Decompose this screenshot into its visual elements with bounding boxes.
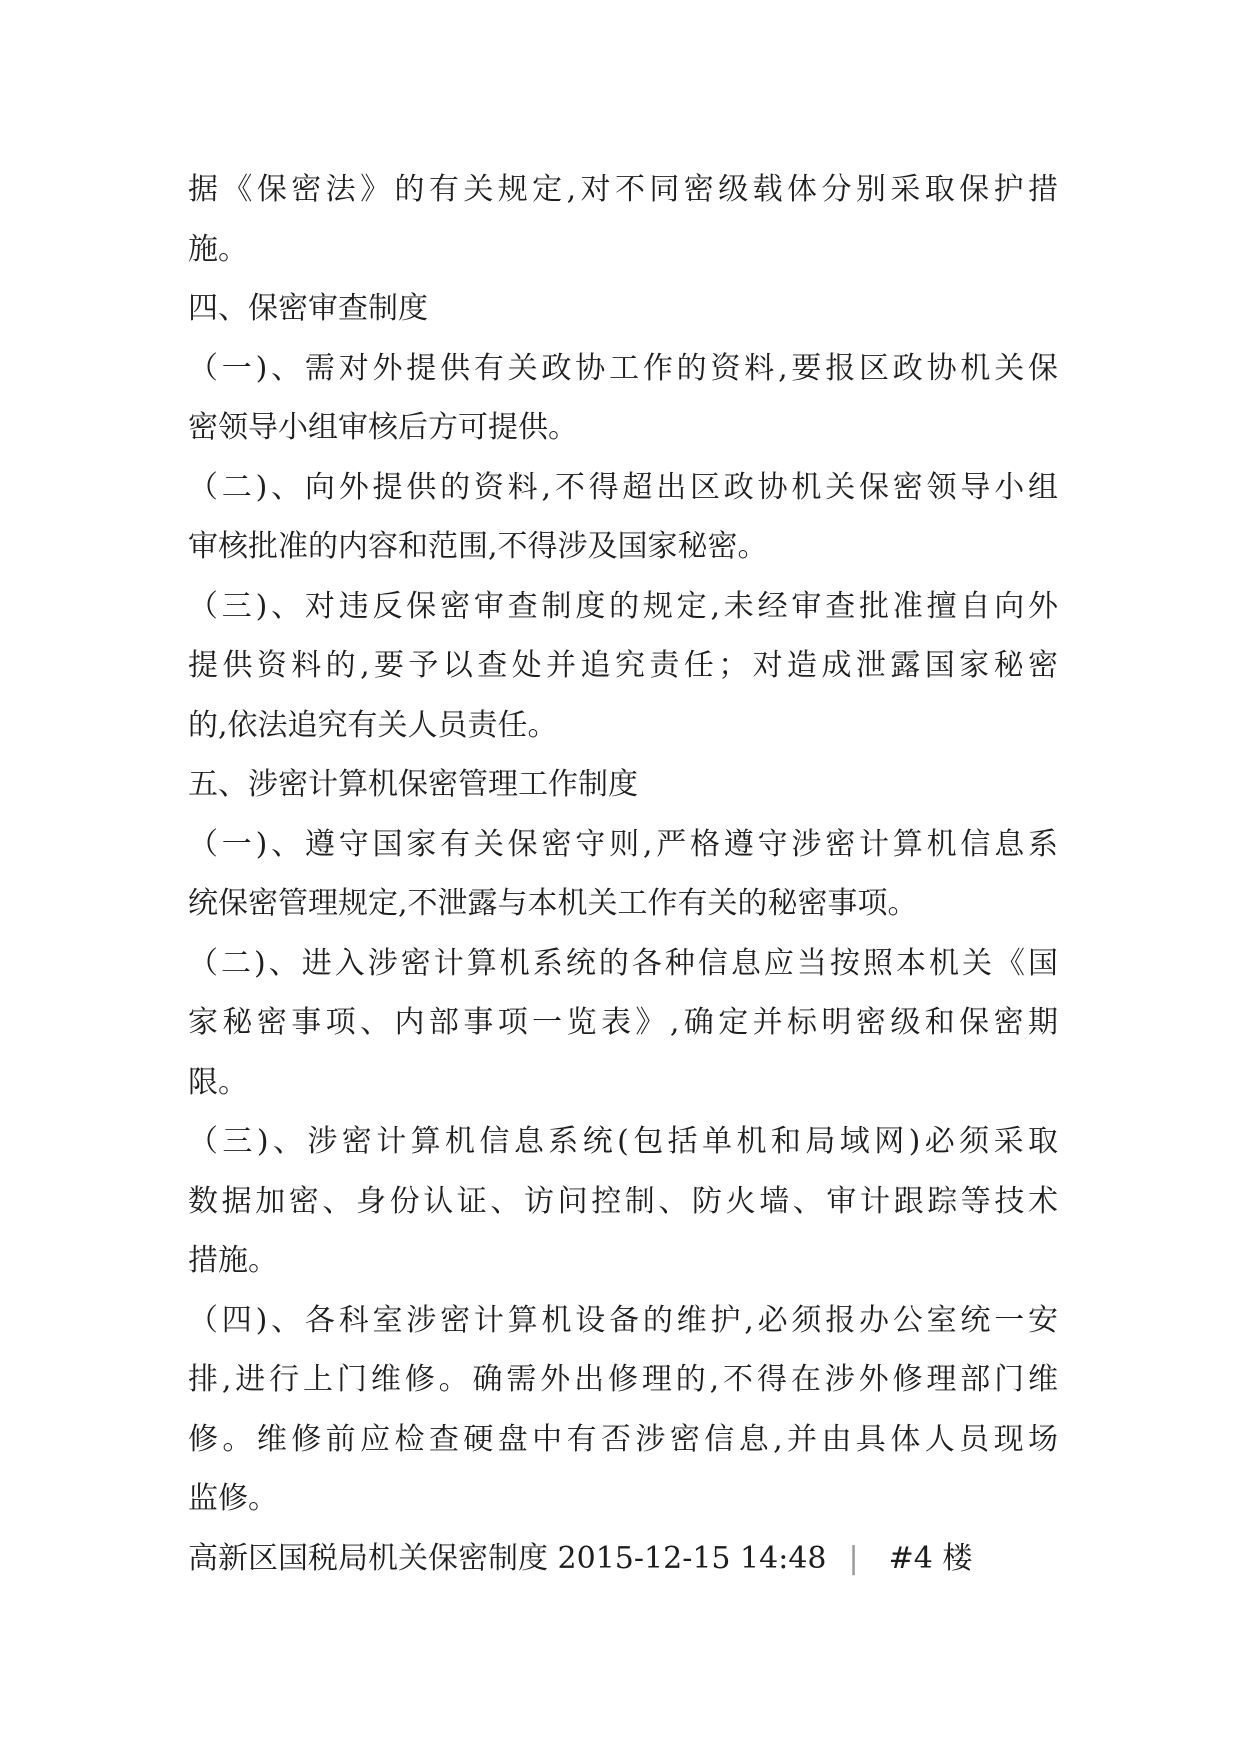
body-line: （三)、对违反保密审查制度的规定,未经审查批准擅自向外 <box>188 588 1058 624</box>
body-line: （二)、向外提供的资料,不得超出区政协机关保密领导小组 <box>188 469 1058 505</box>
body-line: （二)、进入涉密计算机系统的各种信息应当按照本机关《国 <box>188 945 1058 981</box>
body-line: 统保密管理规定,不泄露与本机关工作有关的秘密事项。 <box>188 886 918 921</box>
footer-separator: | <box>848 1540 859 1576</box>
body-line: 据《保密法》的有关规定,对不同密级载体分别采取保护措 <box>188 172 1058 207</box>
body-line: 密领导小组审核后方可提供。 <box>188 410 578 445</box>
body-line: （一)、需对外提供有关政协工作的资料,要报区政协机关保 <box>188 350 1058 386</box>
body-line: 的,依法追究有关人员责任。 <box>188 707 558 743</box>
body-line: 提供资料的,要予以查处并追究责任；对造成泄露国家秘密 <box>188 648 1058 683</box>
body-line: 措施。 <box>188 1243 278 1278</box>
section-heading: 五、涉密计算机保密管理工作制度 <box>188 767 638 802</box>
body-line: 修。维修前应检查硬盘中有否涉密信息,并由具体人员现场 <box>188 1421 1058 1457</box>
body-line: （一)、遵守国家有关保密守则,严格遵守涉密计算机信息系 <box>188 826 1058 862</box>
section-heading: 四、保密审查制度 <box>188 291 428 326</box>
body-line: 家秘密事项、内部事项一览表》,确定并标明密级和保密期 <box>188 1005 1058 1040</box>
body-line: 监修。 <box>188 1481 278 1516</box>
body-line: （三)、涉密计算机信息系统(包括单机和局域网)必须采取 <box>188 1124 1058 1159</box>
body-line: 施。 <box>188 231 248 267</box>
body-line: 数据加密、身份认证、访问控制、防火墙、审计跟踪等技术 <box>188 1183 1058 1219</box>
body-line: 排,进行上门维修。确需外出修理的,不得在涉外修理部门维 <box>188 1362 1058 1397</box>
post-footer <box>188 1529 1058 1589</box>
document-body <box>188 160 1058 1588</box>
body-line: 限。 <box>188 1064 248 1100</box>
body-line: 审核批准的内容和范围,不得涉及国家秘密。 <box>188 529 768 564</box>
post-title-and-timestamp: 高新区国税局机关保密制度 2015-12-15 14:48 <box>188 1540 827 1576</box>
body-line: （四)、各科室涉密计算机设备的维护,必须报办公室统一安 <box>188 1302 1058 1338</box>
floor-number-link[interactable]: #4 楼 <box>888 1540 973 1576</box>
